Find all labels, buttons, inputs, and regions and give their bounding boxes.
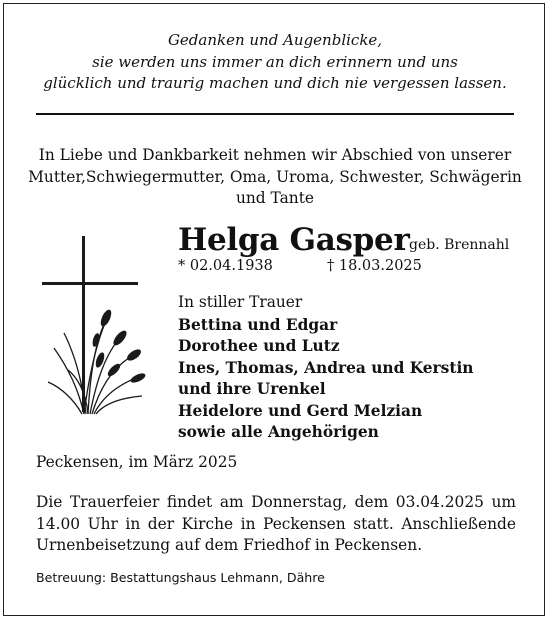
mourner: Bettina und Edgar [178,316,338,334]
mourner: Dorothee und Lutz [178,337,340,356]
farewell-intro [20,145,530,210]
ceremony-line: Urnenbeisetzung auf dem Friedhof in Peckensen. [36,536,423,554]
mourner: Ines, Thomas, Andrea und Kerstin [178,358,474,377]
intro-line: Mutter,Schwiegermutter, Oma, Uroma, Schwester, Schwägerin [28,167,522,186]
place-date: Peckensen, im März 2025 [36,453,238,471]
ceremony-line: 14.00 Uhr in der Kirche in Peckensen statt. Anschließende [36,514,516,533]
death-date: † 18.03.2025 [327,258,422,274]
ceremony-info [36,492,516,557]
poem-line: glücklich und traurig machen und dich nie vergessen lassen. [43,74,507,92]
intro-line: und Tante [235,189,315,207]
mourning-label: In stiller Trauer [178,293,303,311]
poem-line: Gedanken und Augenblicke, [167,31,383,49]
funeral-home: Betreuung: Bestattungshaus Lehmann, Dähre [36,570,325,585]
divider [36,113,514,115]
maiden-name: geb. Brennahl [409,237,510,253]
intro-line: In Liebe und Dankbarkeit nehmen wir Abschied von unserer [38,146,512,164]
deceased-name: Helga Gasper [178,222,410,258]
mourner: sowie alle Angehörigen [178,423,379,442]
birth-date: * 02.04.1938 [178,258,273,274]
mourners-list [178,315,473,443]
poem [0,30,550,95]
poem-line: sie werden uns immer an dich erinnern und uns [92,52,458,71]
ceremony-line: Die Trauerfeier findet am Donnerstag, dem 03.04.2025 um [36,493,516,511]
mourner: Heidelore und Gerd Melzian [178,401,423,420]
mourner: und ihre Urenkel [178,380,326,399]
cross-with-wheat-icon [38,228,156,418]
